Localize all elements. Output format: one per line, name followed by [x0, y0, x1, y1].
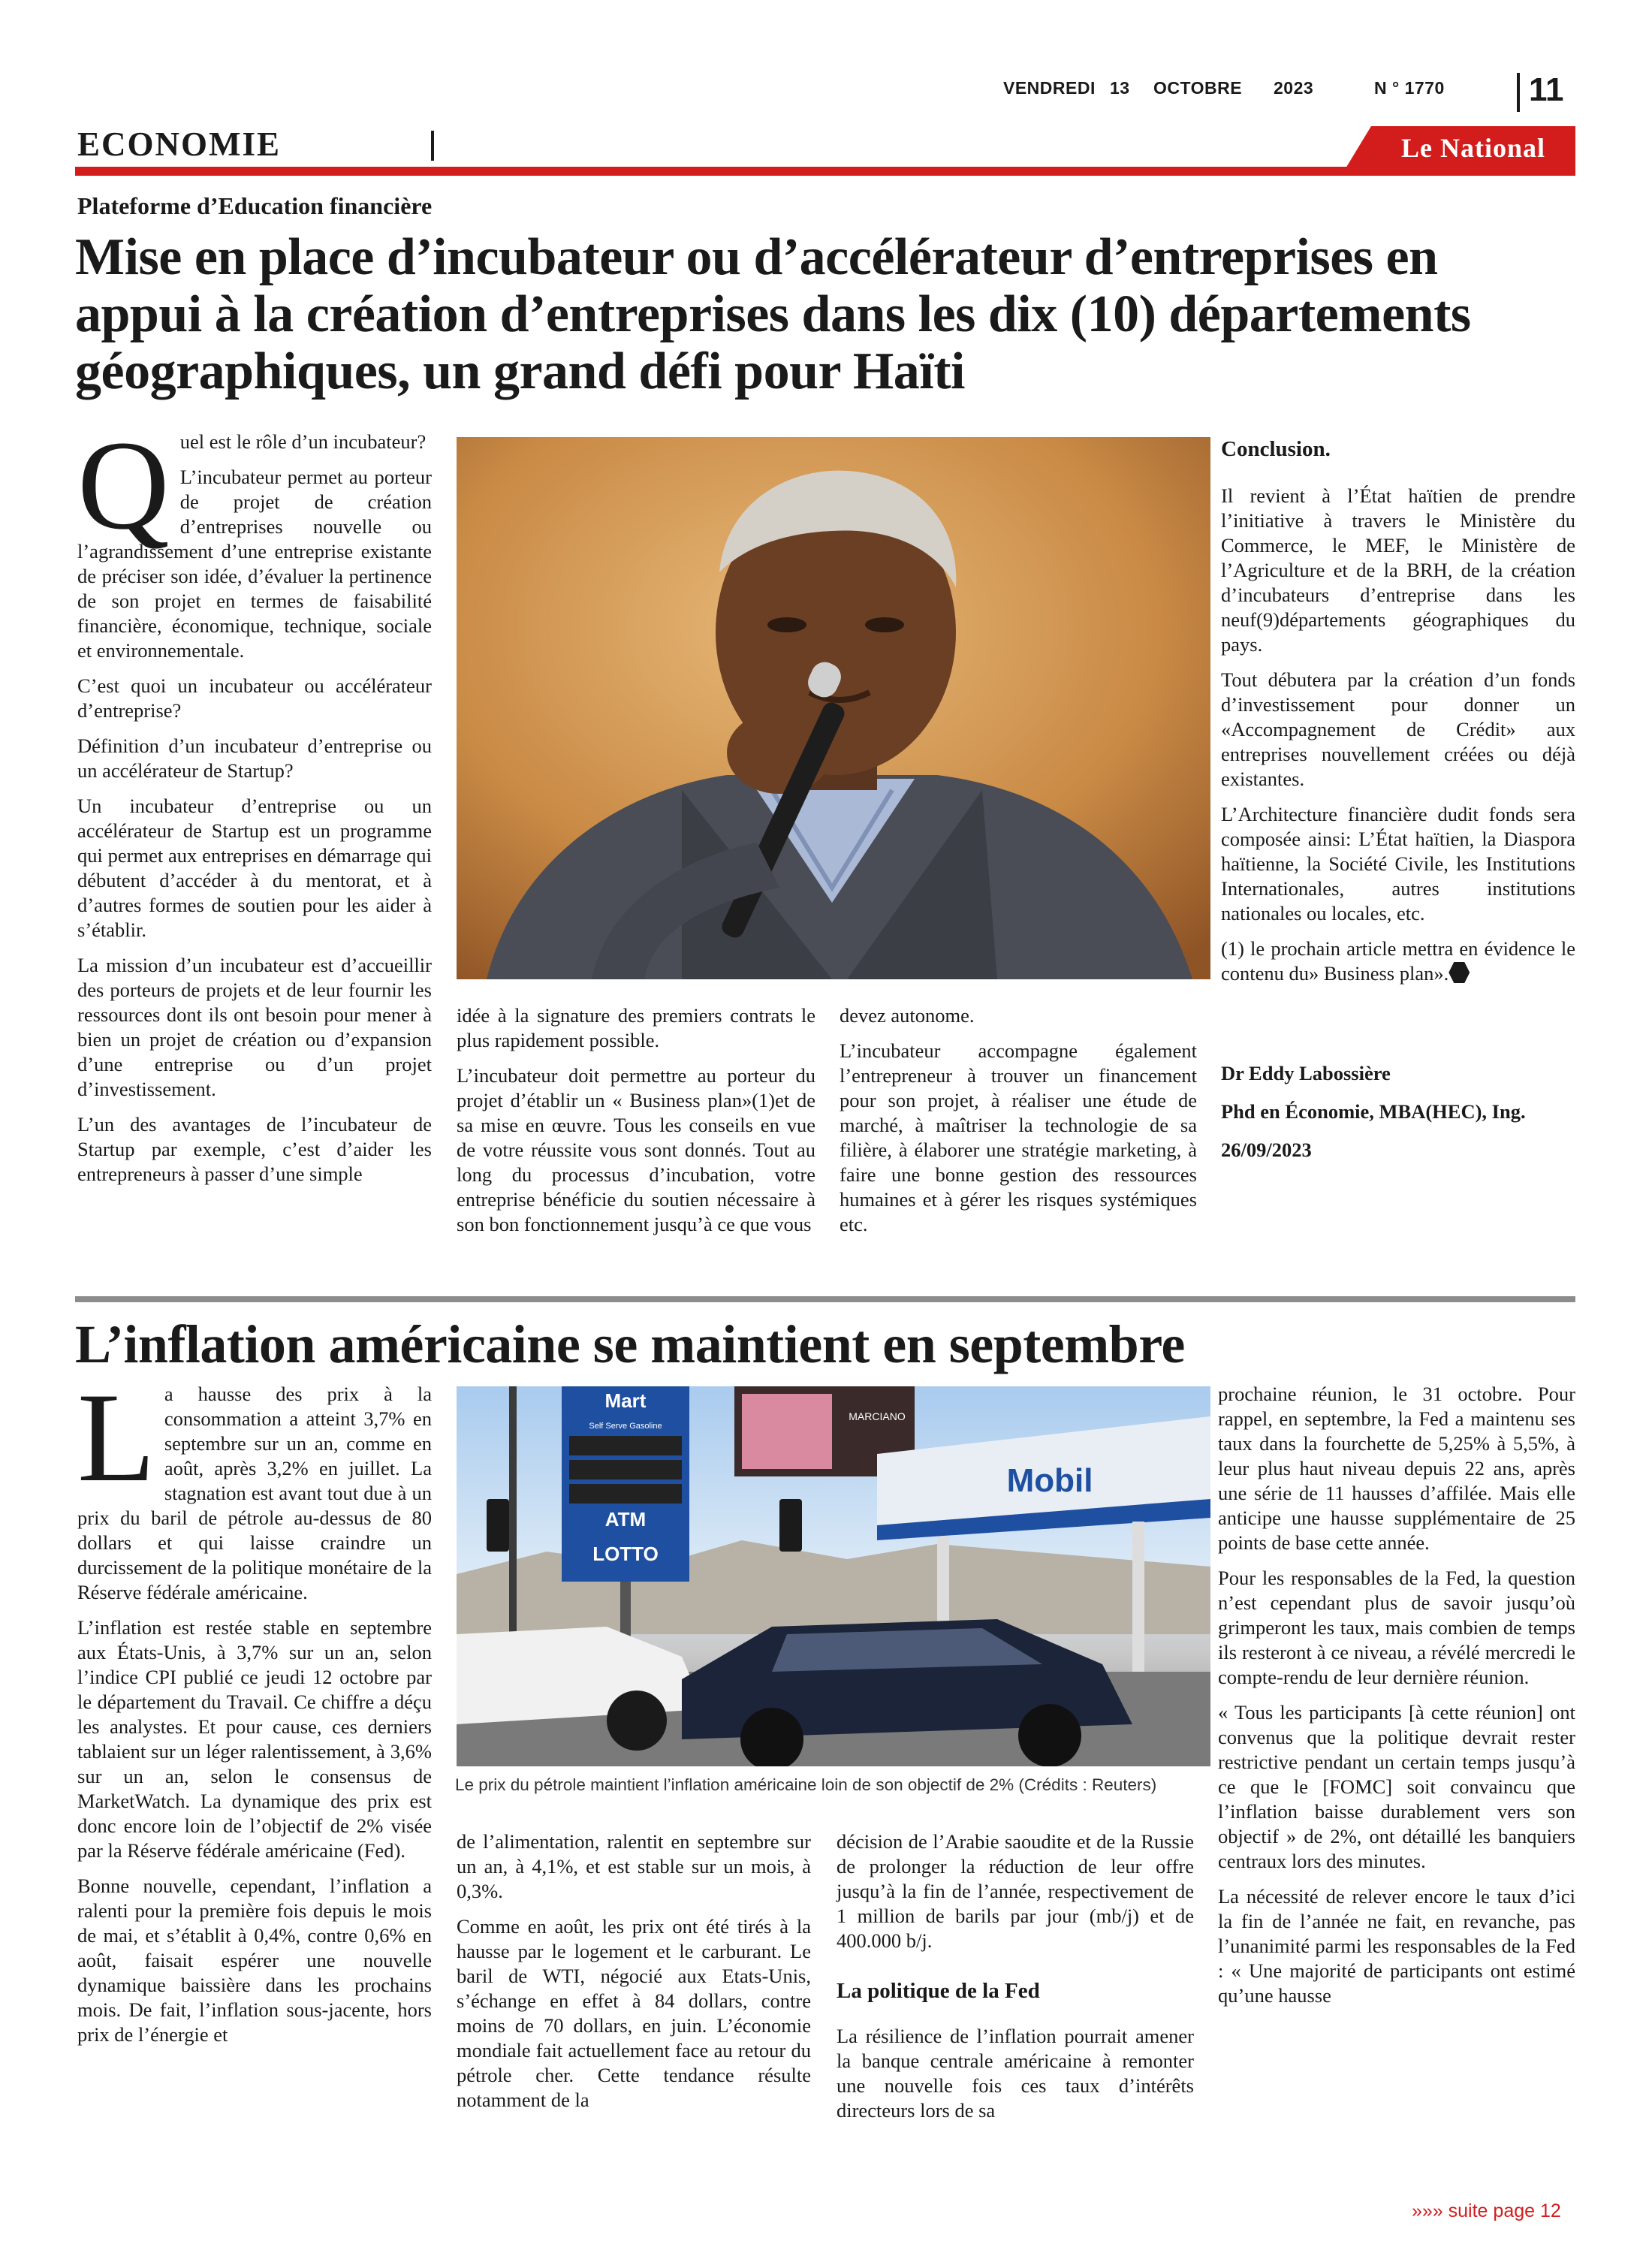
self-serve-sign-text: Self Serve Gasoline	[589, 1422, 662, 1431]
article2-column-4	[1218, 1382, 1575, 2008]
paragraph: L’incubateur accompagne également l’entrepreneur à trouver un financement pour son projet, à réaliser une étude de marché, à maîtriser la technologie de sa filière, à élaborer une stratégie marketing, à faire une bonne gestion des ressources humaines et à gérer les risques systémiques etc.	[840, 1039, 1197, 1235]
drop-cap: L	[77, 1367, 155, 1508]
paragraph: prochaine réunion, le 31 octobre. Pour rappel, en septembre, la Fed a maintenu ses taux dans la fourchette de 5,25% à 5,5%, à leur plus haut niveau depuis 22 ans, après une série de 11 hausses d’affilée. Mais elle anticipe une hausse supplémentaire de 25 points de base cette année.	[1218, 1383, 1575, 1554]
paragraph: C’est quoi un incubateur ou accélérateur d’entreprise?	[77, 674, 432, 722]
subheading: La politique de la Fed	[837, 1979, 1040, 2003]
author-name: Dr Eddy Labossière	[1221, 1062, 1391, 1084]
paragraph: « Tous les participants [à cette réunion] ont convenus que la politique devrait rester restrictive pendant un certain temps jusqu’à ce que le [FOMC] soit convaincu que l’inflation baisse durablement vers son objectif » de 2%, ont détaillé les banquiers centraux lors des minutes.	[1218, 1701, 1575, 1872]
page-number: 11	[1529, 71, 1564, 108]
paragraph: La mission d’un incubateur est d’accueillir des porteurs de projets et de leur fournir les ressources dont ils ont besoin pour mener à bien un projet de création ou d’expansion d’une entreprise ou d’un projet d’investissement.	[77, 954, 432, 1100]
footnote-text: (1) le prochain article mettra en évidence le contenu du» Business plan».	[1221, 937, 1575, 985]
article-headline: L’inflation américaine se maintient en septembre	[75, 1314, 1185, 1374]
paragraph: Définition d’un incubateur d’entreprise ou un accélérateur de Startup?	[77, 734, 432, 782]
paragraph: L’Architecture financière dudit fonds sera composée ainsi: L’État haïtien, la Diaspora haïtienne, la Société Civile, les Institutions Internationales, autres institutions nationales ou locales, etc.	[1221, 803, 1575, 924]
paragraph: Pour les responsables de la Fed, la question n’est cependant plus de savoir jusqu’où grimperont les taux, mais combien de temps ils resteront à ce niveau, a révélé mercredi le compte-rendu de leur dernière réunion.	[1218, 1567, 1575, 1688]
paragraph: uel est le rôle d’un incubateur?	[179, 430, 427, 453]
paragraph: Un incubateur d’entreprise ou un accélérateur de Startup est un programme qui permet aux entreprises en démarrage qui débutent d’accéder à du mentorat, et à d’autres formes de soutien pour les aider à s’établir.	[77, 795, 432, 941]
article1-column-1	[77, 415, 432, 1187]
paragraph: a hausse des prix à la consommation a atteint 3,7% en septembre sur un an, comme en août, après 3,2% en juillet. La stagnation est avant tout due à un prix du baril de pétrole au-dessus de 80 dollars et qui laisse craindre un durcissement de la politique monétaire de la Réserve fédérale américaine.	[77, 1383, 432, 1603]
issue-day: VENDREDI	[1003, 78, 1096, 98]
paragraph: décision de l’Arabie saoudite et de la Russie de prolonger la réduction de leur offre jusqu’à la fin de l’année, respectivement de 1 million de barils par jour (mb/j) et de 400.000 b/j.	[837, 1830, 1194, 1952]
article2-photo	[457, 1386, 1210, 1766]
conclusion-heading: Conclusion.	[1221, 437, 1331, 461]
article-kicker: Plateforme d’Education financière	[77, 192, 433, 219]
photo-caption: Le prix du pétrole maintient l’inflation américaine loin de son objectif de 2% (Crédits : Reuters)	[455, 1775, 1157, 1794]
article-divider	[75, 1296, 1575, 1302]
continued-on-page-link[interactable]: »»» suite page 12	[1412, 2200, 1561, 2221]
mobil-sign-text: Mobil	[1006, 1462, 1093, 1499]
gas-station-street-illustration	[457, 1386, 1210, 1766]
paragraph: de l’alimentation, ralentit en septembre sur un an, à 4,1%, et est stable sur un mois, à 0,3%.	[457, 1830, 811, 1902]
newspaper-brand: Le National	[1400, 133, 1545, 163]
article2-column-1	[77, 1367, 432, 2047]
section-label: ECONOMIE	[77, 125, 282, 163]
issue-date-number: 13	[1110, 78, 1130, 98]
man-speaking-into-microphone-illustration	[457, 437, 1210, 979]
paragraph: idée à la signature des premiers contrats le plus rapidement possible.	[457, 1004, 815, 1051]
article-headline: Mise en place d’incubateur ou d’accélérateur d’entreprises en appui à la création d’entreprises dans les dix (10) départements géographiques, un grand défi pour Haïti	[75, 228, 1471, 400]
paragraph: Il revient à l’État haïtien de prendre l’initiative à travers le Ministère du Commerce, le MEF, le Ministère de l’Agriculture et de la BRH, de la création d’incubateurs d’entreprise dans les neuf(9)départements géographiques du pays.	[1221, 484, 1575, 656]
mart-sign-text: Mart	[604, 1389, 647, 1412]
section-separator	[431, 131, 434, 161]
paragraph: La nécessité de relever encore le taux d’ici la fin de l’année ne fait, en revanche, pas l’unanimité parmi les responsables de la Fed : « Une majorité de participants ont estimé qu’une hausse	[1218, 1885, 1575, 2007]
paragraph: L’inflation est restée stable en septembre aux États-Unis, à 3,7% sur un an, selon l’indice CPI publié ce jeudi 12 octobre par le département du Travail. Ce chiffre a déçu les analystes. Et pour cause, ces derniers tablaient sur un léger ralentissement, à 3,6% sur un an, selon le consensus de MarketWatch. La dynamique des prix est donc encore loin de l’objectif de 2% visée par la Réserve fédérale américaine (Fed).	[77, 1616, 432, 1862]
paragraph: La résilience de l’inflation pourrait amener la banque centrale américaine à remonter une nouvelle fois ces taux d’intérêts directeurs lors de sa	[837, 2025, 1194, 2122]
paragraph: devez autonome.	[840, 1004, 975, 1027]
article2-column-3	[837, 1829, 1194, 2123]
paragraph: Tout débutera par la création d’un fonds d’investissement pour donner un «Accompagnement de Crédit» aux entreprises nouvellement créées ou déjà existantes.	[1221, 668, 1575, 790]
issue-year: 2023	[1274, 78, 1314, 98]
page-number-separator	[1517, 73, 1520, 112]
paragraph: L’incubateur permet au porteur de projet de création d’entreprises nouvelle ou l’agrandissement d’une entreprise existante de préciser son idée, d’évaluer la pertinence de son projet en termes de faisabilité financière, économique, technique, sociale et environnementale.	[77, 466, 432, 662]
article1-column-3	[840, 1003, 1197, 1237]
paragraph: Bonne nouvelle, cependant, l’inflation a ralenti pour la première fois depuis le mois de mai, et s’établit à 0,4%, contre 0,6% en août, faisait espérer une nouvelle dynamique baissière dans les prochains mois. De fait, l’inflation sous-jacente, hors prix de l’énergie et	[77, 1874, 432, 2046]
end-of-article-icon	[1449, 962, 1470, 983]
article1-column-4	[1221, 436, 1575, 1163]
author-credentials: Phd en Économie, MBA(HEC), Ing.	[1221, 1100, 1526, 1123]
paragraph: L’un des avantages de l’incubateur de Startup par exemple, c’est d’aider les entrepreneurs à passer d’une simple	[77, 1113, 432, 1185]
paragraph: L’incubateur doit permettre au porteur du projet d’établir un « Business plan»(1)et de sa mise en œuvre. Tous les conseils en vue de votre réussite vous sont donnés. Tout au long du processus d’incubation, votre entreprise bénéficie du soutien nécessaire à son bon fonctionnement jusqu’à ce que vous	[457, 1064, 815, 1235]
issue-number: N ° 1770	[1374, 78, 1445, 98]
billboard-text: MARCIANO	[849, 1410, 906, 1422]
article2-column-2	[457, 1829, 811, 2113]
lotto-sign-text: LOTTO	[592, 1543, 659, 1565]
atm-sign-text: ATM	[604, 1508, 647, 1531]
drop-cap: Q	[77, 415, 170, 556]
issue-month: OCTOBRE	[1153, 78, 1243, 98]
article1-column-2	[457, 1003, 815, 1237]
paragraph: Comme en août, les prix ont été tirés à la hausse par le logement et le carburant. Le baril de WTI, négocié aux Etats-Unis, s’échange en effet à 84 dollars, contre moins de 70 dollars, en juin. L’économie mondiale fait actuellement face au retour du pétrole cher. Cette tendance résulte notamment de la	[457, 1915, 811, 2111]
article-date: 26/09/2023	[1221, 1139, 1312, 1161]
footnote	[1221, 936, 1575, 986]
article1-photo	[457, 437, 1210, 979]
